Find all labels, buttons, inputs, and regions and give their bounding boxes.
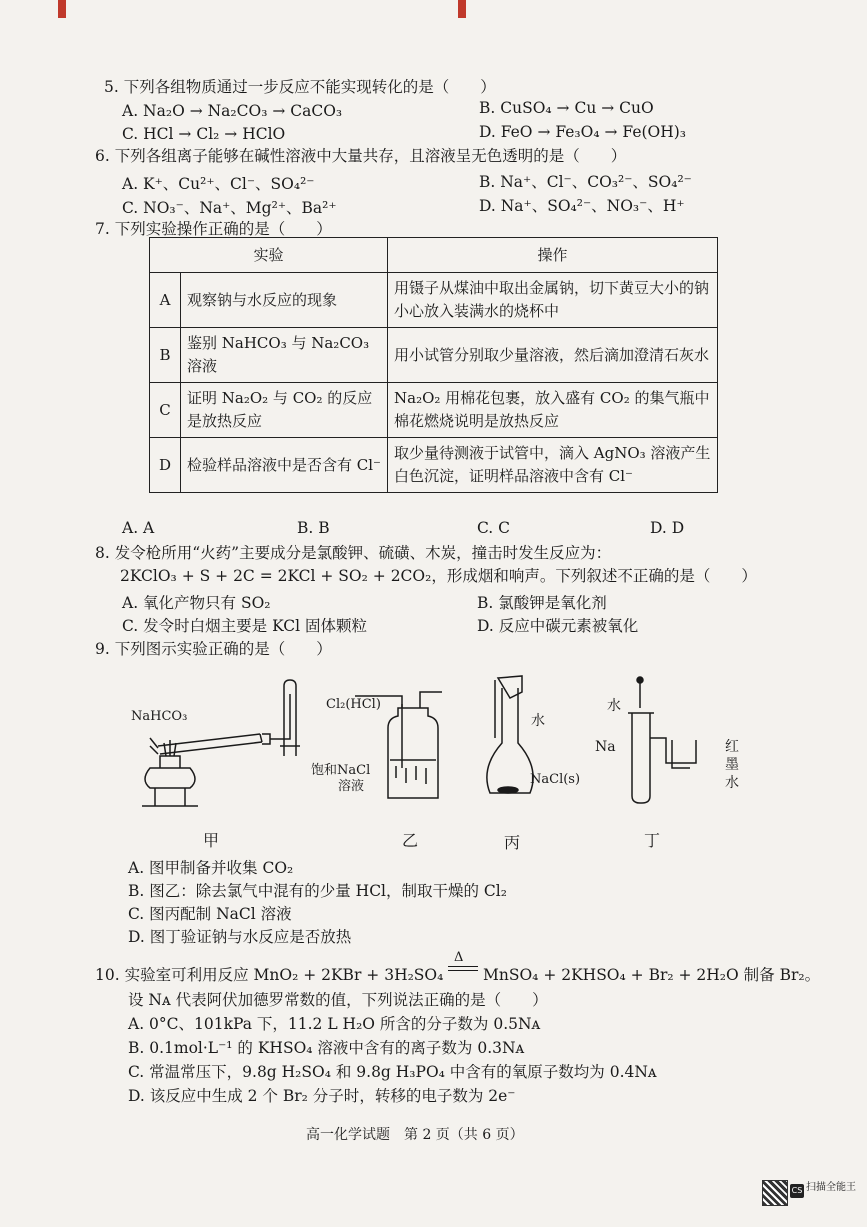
q9-option-b: B. 图乙：除去氯气中混有的少量 HCl，制取干燥的 Cl₂ [128, 882, 507, 900]
scanner-logo: CS [790, 1184, 804, 1198]
q10-stem-line1a: 10. 实验室可利用反应 MnO₂ + 2KBr + 3H₂SO₄ [95, 966, 444, 984]
q6-option-a: A. K⁺、Cu²⁺、Cl⁻、SO₄²⁻ [122, 175, 315, 193]
label-red-ink-2: 墨 [725, 757, 739, 773]
q8-stem-line1: 8. 发令枪所用“火药”主要成分是氯酸钾、硫磺、木炭，撞击时发生反应为： [95, 544, 612, 562]
q10-heat-symbol: Δ [454, 950, 464, 965]
label-saturated-nacl: 饱和NaCl [311, 763, 371, 778]
row-operation: 用镊子从煤油中取出金属钠，切下黄豆大小的钠小心放入装满水的烧杯中 [388, 273, 718, 328]
row-experiment: 检验样品溶液中是否含有 Cl⁻ [181, 438, 388, 493]
table-row [150, 383, 718, 438]
q10-stem-line2: 设 Nᴀ 代表阿伏加德罗常数的值，下列说法正确的是（ ） [128, 991, 548, 1009]
q5-option-d: D. FeO → Fe₃O₄ → Fe(OH)₃ [479, 123, 687, 141]
binding-mark-right [458, 0, 466, 18]
q10-option-b: B. 0.1mol·L⁻¹ 的 KHSO₄ 溶液中含有的离子数为 0.3Nᴀ [128, 1039, 525, 1057]
q9-stem: 9. 下列图示实验正确的是（ ） [95, 640, 332, 658]
q5-stem: 5. 下列各组物质通过一步反应不能实现转化的是（ ） [104, 78, 496, 96]
q5-option-a: A. Na₂O → Na₂CO₃ → CaCO₃ [122, 102, 343, 120]
qr-code [762, 1180, 788, 1206]
label-nacl-solid: NaCl(s) [530, 772, 581, 787]
apparatus-jia [142, 680, 300, 806]
q7-stem: 7. 下列实验操作正确的是（ ） [95, 220, 332, 238]
q9-option-a: A. 图甲制备并收集 CO₂ [128, 859, 294, 877]
q8-option-b: B. 氯酸钾是氧化剂 [477, 594, 607, 612]
q7-option-a: A. A [122, 519, 155, 537]
label-na: Na [595, 739, 616, 755]
q9-option-c: C. 图丙配制 NaCl 溶液 [128, 905, 292, 923]
apparatus-bing [487, 676, 533, 793]
q6-stem: 6. 下列各组离子能够在碱性溶液中大量共存，且溶液呈无色透明的是（ ） [95, 147, 627, 165]
caption-yi: 乙 [402, 831, 419, 850]
page-footer: 高一化学试题 第 2 页（共 6 页） [306, 1127, 524, 1143]
q10-option-d: D. 该反应中生成 2 个 Br₂ 分子时，转移的电子数为 2e⁻ [128, 1087, 516, 1105]
q8-option-d: D. 反应中碳元素被氧化 [477, 617, 639, 635]
row-experiment: 鉴别 NaHCO₃ 与 Na₂CO₃ 溶液 [181, 328, 388, 383]
q9-apparatus-figure [120, 668, 760, 828]
row-operation: 取少量待测液于试管中，滴入 AgNO₃ 溶液产生白色沉淀，证明样品溶液中含有 Cl⁻ [388, 438, 718, 493]
row-key: C [150, 383, 181, 438]
row-key: A [150, 273, 181, 328]
caption-ding: 丁 [644, 831, 661, 850]
q6-option-b: B. Na⁺、Cl⁻、CO₃²⁻、SO₄²⁻ [479, 173, 692, 191]
label-water-bing: 水 [531, 713, 545, 729]
q7-option-d: D. D [650, 519, 685, 537]
q8-stem-line2: 2KClO₃ + S + 2C = 2KCl + SO₂ + 2CO₂，形成烟和响声。下列叙述不正确的是（ ） [120, 567, 757, 585]
row-operation: Na₂O₂ 用棉花包裹，放入盛有 CO₂ 的集气瓶中棉花燃烧说明是放热反应 [388, 383, 718, 438]
q5-option-c: C. HCl → Cl₂ → HClO [122, 125, 286, 143]
row-experiment: 证明 Na₂O₂ 与 CO₂ 的反应是放热反应 [181, 383, 388, 438]
label-solution: 溶液 [338, 779, 365, 794]
label-nahco3: NaHCO₃ [131, 709, 188, 724]
apparatus-ding [628, 677, 696, 803]
label-red-ink-1: 红 [725, 739, 739, 755]
q10-equals-top [448, 966, 478, 967]
q7-table [149, 237, 718, 493]
q10-equals-bottom [448, 970, 478, 971]
q7-header-experiment: 实验 [150, 238, 388, 273]
q7-header-operation: 操作 [388, 238, 718, 273]
caption-bing: 丙 [504, 833, 521, 852]
binding-mark-left [58, 0, 66, 18]
caption-jia: 甲 [203, 831, 220, 850]
row-key: D [150, 438, 181, 493]
label-cl2-hcl: Cl₂(HCl) [326, 697, 381, 712]
row-key: B [150, 328, 181, 383]
q6-option-d: D. Na⁺、SO₄²⁻、NO₃⁻、H⁺ [479, 197, 685, 215]
q6-option-c: C. NO₃⁻、Na⁺、Mg²⁺、Ba²⁺ [122, 199, 337, 217]
label-water-ding: 水 [607, 698, 621, 714]
scanner-app-name: 扫描全能王 [806, 1182, 856, 1193]
row-experiment: 观察钠与水反应的现象 [181, 273, 388, 328]
table-row [150, 328, 718, 383]
label-red-ink-3: 水 [725, 775, 739, 791]
q10-stem-line1b: MnSO₄ + 2KHSO₄ + Br₂ + 2H₂O 制备 Br₂。 [483, 966, 821, 984]
q9-option-d: D. 图丁验证钠与水反应是否放热 [128, 928, 352, 946]
q10-option-a: A. 0°C、101kPa 下，11.2 L H₂O 所含的分子数为 0.5Nᴀ [128, 1015, 541, 1033]
row-operation: 用小试管分别取少量溶液，然后滴加澄清石灰水 [388, 328, 718, 383]
q10-option-c: C. 常温常压下，9.8g H₂SO₄ 和 9.8g H₃PO₄ 中含有的氧原子数均为 0.4Nᴀ [128, 1063, 657, 1081]
q8-option-a: A. 氧化产物只有 SO₂ [122, 594, 271, 612]
q7-option-b: B. B [297, 519, 330, 537]
table-row [150, 273, 718, 328]
q8-option-c: C. 发令时白烟主要是 KCl 固体颗粒 [122, 617, 367, 635]
q5-option-b: B. CuSO₄ → Cu → CuO [479, 99, 654, 117]
table-row [150, 438, 718, 493]
q7-option-c: C. C [477, 519, 511, 537]
